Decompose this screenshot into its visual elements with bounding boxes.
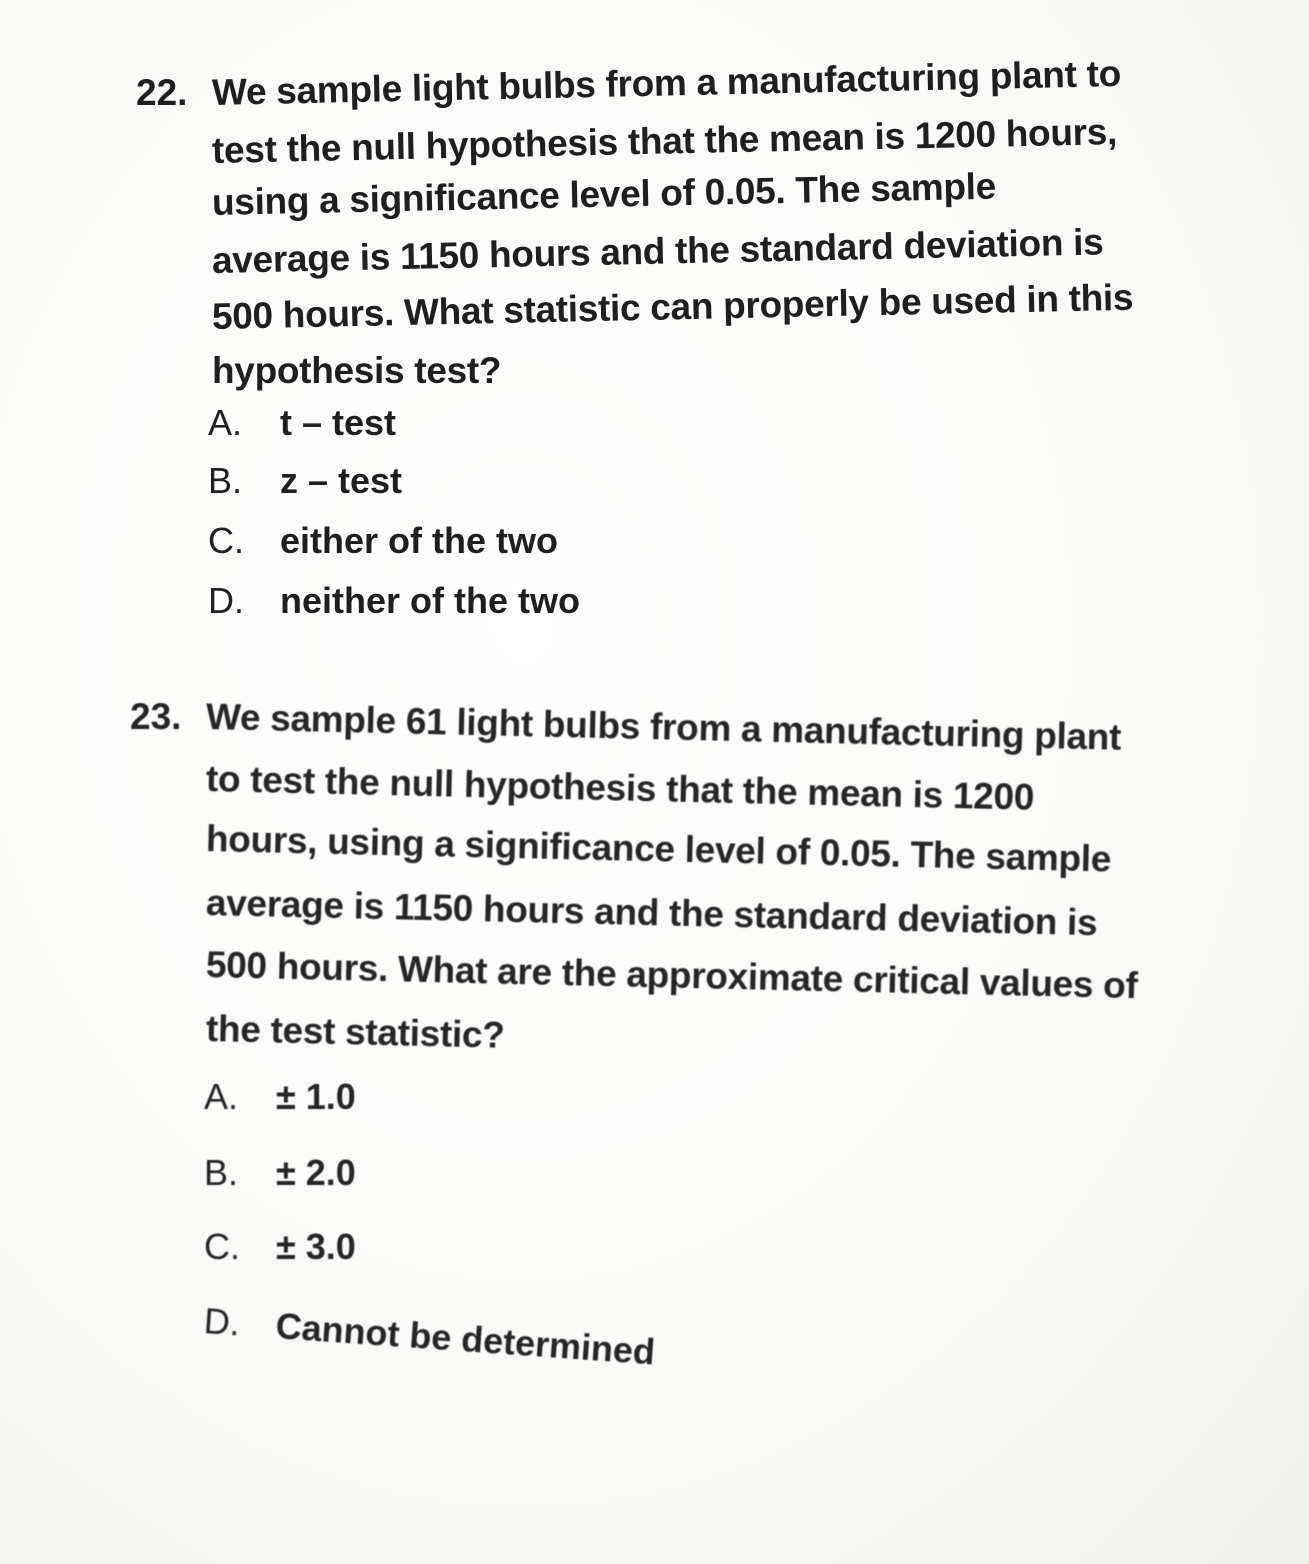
option-letter: C. bbox=[204, 1226, 240, 1267]
option-a bbox=[208, 402, 396, 444]
option-text: ± 3.0 bbox=[276, 1226, 356, 1267]
question-line: 500 hours. What statistic can properly be used in this bbox=[211, 276, 1134, 337]
option-letter: D. bbox=[202, 1300, 242, 1344]
option-a bbox=[204, 1076, 356, 1118]
question-number: 22. bbox=[136, 72, 188, 113]
option-text: Cannot be determined bbox=[274, 1305, 657, 1373]
option-b bbox=[204, 1152, 356, 1194]
question-line: test the null hypothesis that the mean is 1200 hours, bbox=[211, 111, 1118, 171]
option-letter: D. bbox=[208, 580, 244, 621]
option-text: neither of the two bbox=[280, 580, 580, 621]
question-line: 500 hours. What are the approximate critical values of bbox=[205, 944, 1138, 1007]
option-c bbox=[204, 1226, 356, 1268]
option-letter: B. bbox=[208, 460, 243, 501]
question-line: average is 1150 hours and the standard deviation is bbox=[211, 221, 1104, 281]
question-line: average is 1150 hours and the standard deviation is bbox=[205, 882, 1098, 944]
option-c bbox=[208, 520, 558, 562]
option-letter: B. bbox=[204, 1152, 239, 1193]
option-text: either of the two bbox=[280, 520, 558, 561]
question-line: the test statistic? bbox=[205, 1008, 505, 1056]
option-text: z – test bbox=[280, 460, 403, 501]
option-letter: A. bbox=[208, 402, 243, 443]
question-line: We sample 61 light bulbs from a manufacturing plant bbox=[205, 696, 1122, 758]
question-number: 23. bbox=[130, 696, 182, 737]
question-line: to test the null hypothesis that the mean is 1200 bbox=[205, 758, 1035, 818]
question-line: We sample light bulbs from a manufacturing plant to bbox=[211, 52, 1122, 113]
option-text: ± 2.0 bbox=[276, 1152, 356, 1193]
option-letter: C. bbox=[208, 520, 244, 561]
question-line: hours, using a significance level of 0.05. The sample bbox=[205, 818, 1112, 880]
option-d bbox=[208, 580, 580, 622]
option-d bbox=[203, 1300, 657, 1373]
question-line: using a significance level of 0.05. The sample bbox=[211, 165, 997, 223]
option-b bbox=[208, 460, 402, 502]
option-letter: A. bbox=[204, 1076, 239, 1117]
question-line: hypothesis test? bbox=[212, 350, 502, 391]
option-text: ± 1.0 bbox=[276, 1076, 356, 1117]
option-text: t – test bbox=[280, 402, 397, 443]
